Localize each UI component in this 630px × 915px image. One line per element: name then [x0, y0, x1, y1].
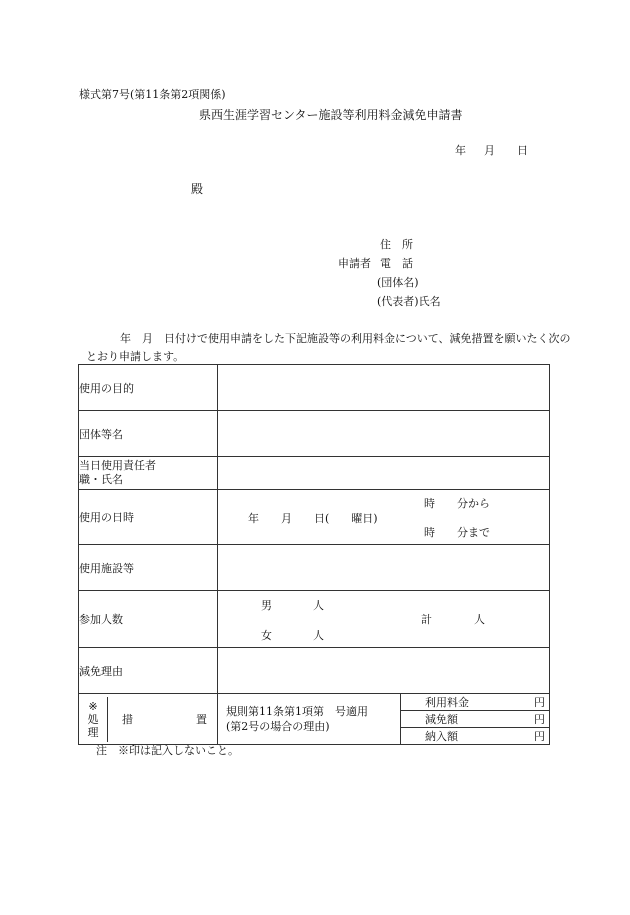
- participants-char-1: 参: [79, 613, 90, 626]
- row-purpose: [79, 365, 550, 411]
- resp_line2-char-2: ・: [90, 473, 101, 486]
- fee-cell: [401, 694, 550, 745]
- resp_line2-char-4: 名: [112, 473, 123, 486]
- rule-applied-cell[interactable]: [218, 694, 401, 745]
- date-day: 日: [517, 144, 528, 157]
- row-processing: [79, 694, 550, 745]
- rule-line-1: 規則第11条第1項第 号適用: [226, 705, 368, 718]
- intro-line-2: とおり申請します。: [86, 350, 185, 363]
- responsible-field[interactable]: [218, 457, 550, 490]
- facility-char-1: 使: [79, 561, 90, 575]
- datetime-field[interactable]: [218, 490, 550, 545]
- reason-char-4: 由: [112, 664, 123, 678]
- total-unit: 人: [474, 613, 485, 626]
- group-char-3: 等: [101, 427, 112, 441]
- phone-label: 電 話: [380, 257, 413, 270]
- intro-line-1: 年 月 日付けで使用申請をした下記施設等の利用料金について、減免措置を願いたく次の: [120, 332, 571, 345]
- application-table: [78, 364, 550, 745]
- note: 注 ※印は記入しないこと。: [96, 744, 239, 757]
- facility-char-5: 等: [123, 561, 134, 575]
- exemption-label: 減免額: [425, 713, 458, 726]
- responsible-label: [79, 457, 218, 490]
- purpose-field[interactable]: [218, 365, 550, 411]
- purpose-char-5: 的: [123, 381, 134, 395]
- row-facility: [79, 545, 550, 591]
- purpose-char-1: 使: [79, 381, 90, 395]
- payment-yen: 円: [534, 730, 545, 743]
- facility-field[interactable]: [218, 545, 550, 591]
- participants-char-3: 人: [101, 613, 112, 626]
- purpose-char-2: 用: [90, 381, 101, 395]
- processing-char-1: 処: [87, 712, 99, 726]
- datetime-char-4: 日: [112, 511, 123, 524]
- start-time[interactable]: 時 分から: [424, 497, 490, 510]
- end-time[interactable]: 時 分まで: [424, 526, 490, 539]
- facility-label: [79, 545, 218, 591]
- fee-table: [401, 694, 549, 744]
- resp_line2-char-1: 職: [79, 473, 90, 486]
- exemption-row[interactable]: [401, 711, 549, 728]
- group-char-4: 名: [112, 427, 123, 441]
- representative-label: (代表者)氏名: [377, 295, 441, 308]
- row-responsible: [79, 457, 550, 490]
- row-participants: [79, 591, 550, 648]
- rule-line-2: (第2号の場合の理由): [226, 720, 330, 733]
- datetime-char-2: 用: [90, 511, 101, 524]
- participants-char-2: 加: [90, 613, 101, 626]
- processing-label: [79, 694, 218, 745]
- male-unit: 人: [313, 599, 324, 612]
- group-char-1: 団: [79, 427, 90, 441]
- datetime-char-1: 使: [79, 511, 90, 524]
- participants-label: [79, 591, 218, 648]
- resp_line1-char-1: 当: [79, 459, 90, 472]
- group-char-2: 体: [90, 427, 101, 441]
- resp_line1-char-5: 責: [123, 459, 134, 472]
- group-label: (団体名): [377, 276, 419, 289]
- facility-char-3: 施: [101, 561, 112, 575]
- purpose-label: [79, 365, 218, 411]
- measure-char-1: 措: [122, 713, 133, 726]
- resp_line1-char-2: 日: [90, 459, 101, 472]
- group-name-label: [79, 411, 218, 457]
- asterisk-mark: ※: [88, 699, 98, 713]
- usage-fee-row[interactable]: [401, 694, 549, 711]
- usage-fee-label: 利用料金: [425, 696, 469, 709]
- form-title: 県西生涯学習センター施設等利用料金減免申請書: [199, 108, 463, 122]
- applicant-label: 申請者: [338, 257, 371, 270]
- reason-char-3: 理: [101, 664, 112, 678]
- resp_line1-char-4: 用: [112, 459, 123, 472]
- row-datetime: [79, 490, 550, 545]
- date-input[interactable]: 年 月 日( 曜日): [248, 512, 378, 525]
- payment-label: 納入額: [425, 730, 458, 743]
- purpose-char-4: 目: [112, 381, 123, 395]
- datetime-label: [79, 490, 218, 545]
- purpose-char-3: の: [101, 381, 112, 395]
- reason-label: [79, 648, 218, 694]
- resp_line1-char-6: 任: [134, 459, 145, 472]
- measure-char-2: 置: [196, 713, 207, 726]
- resp_line1-char-3: 使: [101, 459, 112, 472]
- female-label: 女: [261, 629, 272, 642]
- reason-char-2: 免: [90, 664, 101, 678]
- facility-char-4: 設: [112, 561, 123, 575]
- address-label: 住 所: [380, 238, 413, 251]
- participants-char-4: 数: [112, 613, 123, 626]
- reason-char-1: 減: [79, 664, 90, 678]
- usage-fee-yen: 円: [534, 696, 545, 709]
- participants-field[interactable]: [218, 591, 550, 648]
- form-number: 様式第7号(第11条第2項関係): [79, 88, 226, 101]
- male-label: 男: [261, 599, 272, 612]
- date-year: 年: [455, 144, 466, 157]
- row-reason: [79, 648, 550, 694]
- addressee-suffix: 殿: [191, 182, 204, 196]
- total-label: 計: [421, 613, 432, 626]
- reason-field[interactable]: [218, 648, 550, 694]
- female-unit: 人: [313, 629, 324, 642]
- payment-row[interactable]: [401, 728, 549, 745]
- datetime-char-3: の: [101, 511, 112, 524]
- facility-char-2: 用: [90, 561, 101, 575]
- datetime-char-5: 時: [123, 511, 134, 524]
- resp_line1-char-7: 者: [145, 459, 156, 472]
- group-name-field[interactable]: [218, 411, 550, 457]
- processing-char-2: 理: [87, 725, 99, 739]
- date-month: 月: [484, 144, 495, 157]
- resp_line2-char-3: 氏: [101, 473, 112, 486]
- exemption-yen: 円: [534, 713, 545, 726]
- row-group: [79, 411, 550, 457]
